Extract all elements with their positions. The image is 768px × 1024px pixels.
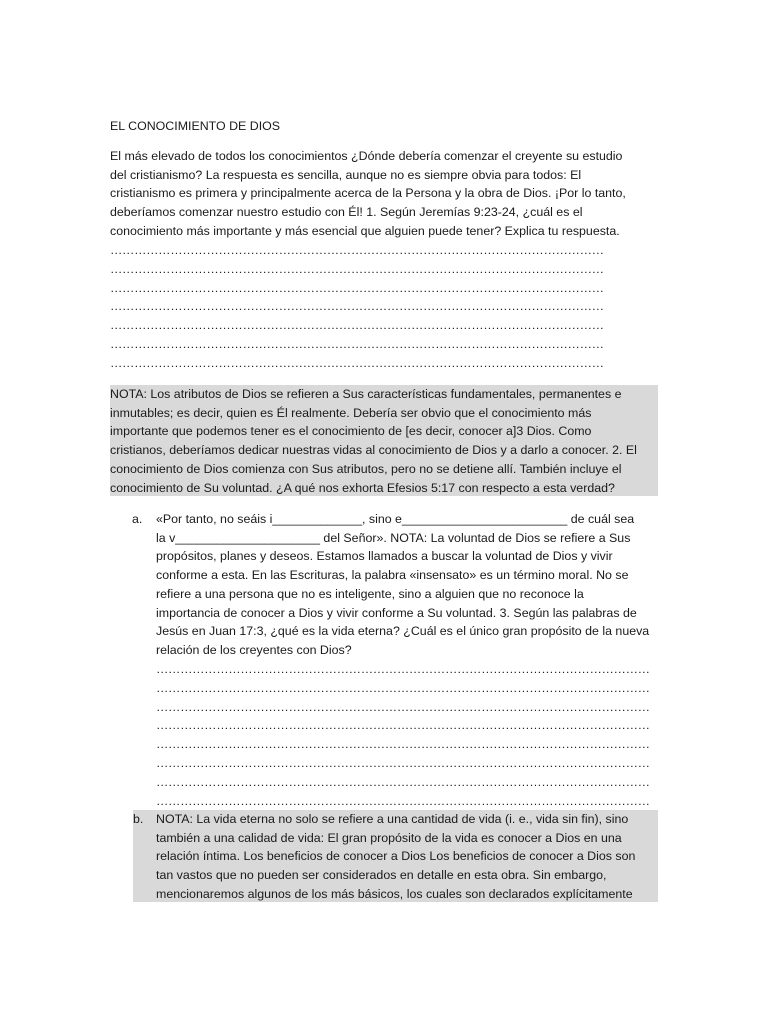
answer-line: ……………………………………………………………………………………………………………: [110, 243, 604, 257]
item-line: importancia de conocer a Dios y vivir conforme a Su voluntad. 3. Según las palabras de: [156, 605, 637, 620]
note-line: conocimiento de Su voluntad. ¿A qué nos exhorta Efesios 5:17 con respecto a esta verdad?: [110, 480, 615, 495]
answer-line: ……………………………………………………………………………………………………………: [156, 737, 650, 752]
item-line: Jesús en Juan 17:3, ¿qué es la vida eterna? ¿Cuál es el único gran propósito de la nueva: [156, 624, 650, 639]
note-line: importante que podemos tener es el conocimiento de [es decir, conocer a]3 Dios. Como: [110, 424, 592, 439]
item-line: mencionaremos algunos de los más básicos, los cuales son declarados explícitamente: [156, 886, 633, 901]
answer-line: ……………………………………………………………………………………………………………: [156, 718, 650, 733]
item-line: propósitos, planes y deseos. Estamos llamados a buscar la voluntad de Dios y vivir: [156, 549, 613, 564]
answer-line: ……………………………………………………………………………………………………………: [110, 261, 604, 276]
answer-line: ……………………………………………………………………………………………………………: [156, 793, 650, 808]
answer-line: ……………………………………………………………………………………………………………: [110, 299, 604, 314]
answer-line: ……………………………………………………………………………………………………………: [156, 680, 650, 695]
note-highlight-block: [110, 385, 658, 496]
answer-line: ……………………………………………………………………………………………………………: [156, 774, 650, 789]
answer-line: ……………………………………………………………………………………………………………: [156, 755, 650, 770]
note-line: NOTA: Los atributos de Dios se refieren a Sus características fundamentales, permanentes e: [110, 387, 622, 401]
list-marker-b: b.: [133, 812, 144, 826]
note-line: cristianos, deberíamos dedicar nuestras vidas al conocimiento de Dios y a darlo a conocer. 2. El: [110, 443, 637, 458]
intro-paragraph: [110, 147, 662, 241]
answer-line: ……………………………………………………………………………………………………………: [110, 318, 604, 333]
item-line: tan vastos que no pueden ser considerados en detalle en esta obra. Sin embargo,: [156, 868, 607, 883]
answer-line: ……………………………………………………………………………………………………………: [110, 280, 604, 295]
answer-lines-2: [156, 660, 650, 810]
answer-line: ……………………………………………………………………………………………………………: [156, 662, 650, 676]
document-title: EL CONOCIMIENTO DE DIOS: [110, 119, 281, 133]
note-line: conocimiento de Dios comienza con Sus atributos, pero no se detiene allí. También incluye el: [110, 461, 622, 476]
text-line: del cristianismo? La respuesta es sencilla, aunque no es siempre obvia para todos: El: [110, 167, 582, 182]
list-marker-a: a.: [132, 512, 143, 526]
item-line: NOTA: La vida eterna no solo se refiere a una cantidad de vida (i. e., vida sin fin), sino: [156, 812, 629, 826]
text-line: deberíamos comenzar nuestro estudio con Él! 1. Según Jeremías 9:23-24, ¿cuál es el: [110, 205, 583, 220]
item-line: la v_____________________ del Señor». NOTA: La voluntad de Dios se refiere a Sus: [156, 530, 631, 545]
text-line: cristianismo es primera y principalmente acerca de la Persona y la obra de Dios. ¡Por lo tanto,: [110, 186, 626, 201]
item-line: relación de los creyentes con Dios?: [156, 642, 352, 657]
list-item-b: [156, 810, 662, 904]
answer-line: ……………………………………………………………………………………………………………: [156, 699, 650, 714]
note-line: inmutables; es decir, quien es Él realmente. Debería ser obvio que el conocimiento más: [110, 405, 592, 420]
text-line: conocimiento más importante y más esencial que alguien puede tener? Explica tu respuesta.: [110, 223, 620, 238]
answer-line: ……………………………………………………………………………………………………………: [110, 355, 604, 370]
item-line: refiere a una persona que no es inteligente, sino a alguien que no reconoce la: [156, 586, 584, 601]
item-line: «Por tanto, no seáis i_____________, sino e________________________ de cuál sea: [156, 512, 635, 526]
item-line: también a una calidad de vida: El gran propósito de la vida es conocer a Dios en una: [156, 830, 622, 845]
text-line: El más elevado de todos los conocimientos ¿Dónde debería comenzar el creyente su estudio: [110, 149, 623, 163]
answer-line: ……………………………………………………………………………………………………………: [110, 336, 604, 351]
item-line: relación íntima. Los beneficios de conocer a Dios Los beneficios de conocer a Dios son: [156, 849, 636, 864]
list-item-a: [156, 510, 662, 660]
item-line: conforme a esta. En las Escrituras, la palabra «insensato» es un término moral. No se: [156, 568, 629, 583]
answer-lines-1: [110, 241, 604, 373]
